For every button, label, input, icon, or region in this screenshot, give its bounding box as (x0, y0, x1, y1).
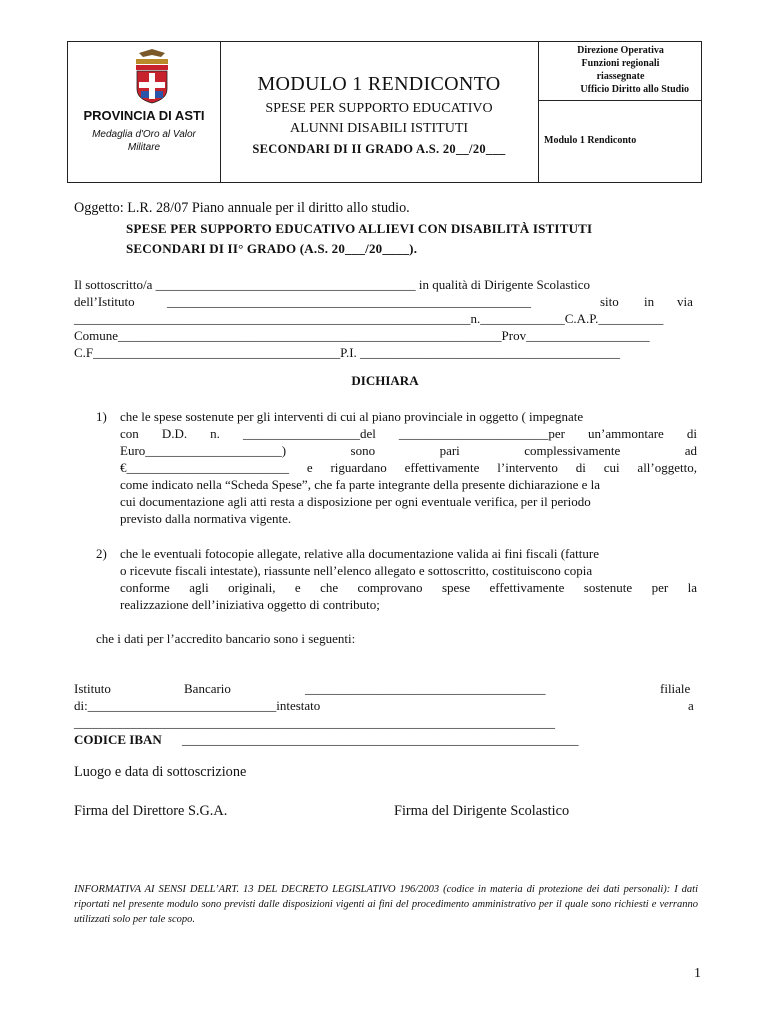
bank-label: Istituto (74, 681, 111, 696)
header-table (67, 41, 702, 183)
dsga-signature-label: Firma del Direttore S.G.A. (74, 803, 228, 819)
page-number: 1 (694, 966, 701, 981)
declaration-line: che le spese sostenute per gli interventi di cui al piano provinciale in oggetto ( impegnate (120, 409, 584, 424)
department-line: Funzioni regionali (581, 58, 660, 69)
province-crest-icon (127, 47, 177, 105)
iban-label: CODICE IBAN (74, 732, 162, 747)
section-heading: DICHIARA (351, 373, 419, 388)
iban-field[interactable]: _____________________________________________________________ (182, 732, 579, 747)
declaration-line: cui documentazione agli atti resta a disposizione per ogni eventuale verifica, per il periodo (120, 494, 591, 509)
form-subtitle-line: SECONDARI DI II GRADO A.S. 20__/20___ (252, 142, 506, 156)
subject-detail (126, 219, 698, 259)
item-number: 2) (96, 546, 107, 561)
declaration-line[interactable]: €_________________________ e riguardano effettivamente l’intervento di cui all’oggetto, (120, 460, 697, 475)
site-label: in (644, 294, 655, 309)
place-date-label: Luogo e data di sottoscrizione (74, 764, 247, 780)
form-reference: Modulo 1 Rendiconto (544, 135, 637, 146)
declaration-line: che le eventuali fotocopie allegate, relative alla documentazione valida ai fini fiscali (fatture (120, 546, 599, 561)
declaration-line: conforme agli originali, e che comprovano spese effettivamente sostenute per la (120, 580, 697, 595)
subject-line: Oggetto: L.R. 28/07 Piano annuale per il diritto allo studio. (74, 200, 410, 216)
site-label: sito (600, 294, 619, 309)
principal-signature-label: Firma del Dirigente Scolastico (394, 803, 570, 819)
form-subtitle-line: ALUNNI DISABILI ISTITUTI (289, 121, 469, 136)
form-title: MODULO 1 RENDICONTO (257, 73, 501, 95)
department-block (538, 44, 703, 96)
branch-label: filiale (660, 681, 691, 696)
province-motto: Medaglia d'Oro al Valor Militare (92, 129, 196, 153)
declaration-item (120, 545, 697, 613)
declaration-line: realizzazione dell’iniziativa oggetto di contributo; (120, 597, 380, 612)
bank-intro: che i dati per l’accredito bancario sono i seguenti: (96, 631, 356, 646)
item-number: 1) (96, 409, 107, 424)
declaration-item (120, 408, 697, 527)
department-line: Direzione Operativa (577, 45, 664, 56)
declaration-line: o ricevute fiscali intestate), riassunte nell’elenco allegato e sottoscritto, costituiscono copia (120, 563, 593, 578)
header-divider (538, 100, 701, 101)
subject-detail-line: SECONDARI DI II° GRADO (A.S. 20___/20____). (126, 241, 418, 256)
department-line: Ufficio Diritto allo Studio (580, 84, 689, 95)
address-field[interactable]: _____________________________________________________________n._____________C.A.P.__________ (74, 311, 664, 326)
account-holder-field[interactable]: __________________________________________________________________________ (74, 715, 555, 730)
branch-field[interactable]: di:_____________________________intestato (74, 698, 321, 713)
holder-label: a (688, 698, 694, 713)
declaration-line[interactable]: con D.D. n. __________________del _______________________per un’ammontare di (120, 426, 697, 441)
form-subtitle-line: SPESE PER SUPPORTO EDUCATIVO (265, 101, 493, 116)
declaration-line[interactable]: Euro_____________________) sono pari complessivamente ad (120, 443, 697, 458)
declaration-line: previsto dalla normativa vigente. (120, 511, 292, 526)
bank-name-field[interactable]: _____________________________________ (305, 681, 546, 696)
signatory-field[interactable]: Il sottoscritto/a ________________________________________ in qualità di Dirigente Scolastico (74, 277, 590, 292)
institute-label: dell’Istituto (74, 294, 135, 309)
subject-detail-line: SPESE PER SUPPORTO EDUCATIVO ALLIEVI CON DISABILITÀ ISTITUTI (126, 221, 593, 236)
province-name: PROVINCIA DI ASTI (83, 108, 205, 123)
privacy-notice: INFORMATIVA AI SENSI DELL’ART. 13 DEL DECRETO LEGISLATIVO 196/2003 (codice in materia di protezione dei dati personali): I dati riportati nel presente modulo sono previsti dalle disposizioni vigenti ai fini del procedimento amministrativo per il quale sono richiesti e verranno utilizzati solo per tale scopo. (74, 884, 698, 925)
bank-label: Bancario (184, 681, 231, 696)
tax-code-field[interactable]: C.F______________________________________P.I. ________________________________________ (74, 345, 621, 360)
site-label: via (677, 294, 693, 309)
department-line: riassegnate (596, 71, 645, 82)
municipality-field[interactable]: Comune___________________________________________________________Prov___________________ (74, 328, 650, 343)
form-subtitle (220, 99, 538, 159)
institute-field[interactable]: ________________________________________________________ (167, 294, 531, 309)
declaration-line: come indicato nella “Scheda Spese”, che fa parte integrante della presente dichiarazione e la (120, 477, 601, 492)
